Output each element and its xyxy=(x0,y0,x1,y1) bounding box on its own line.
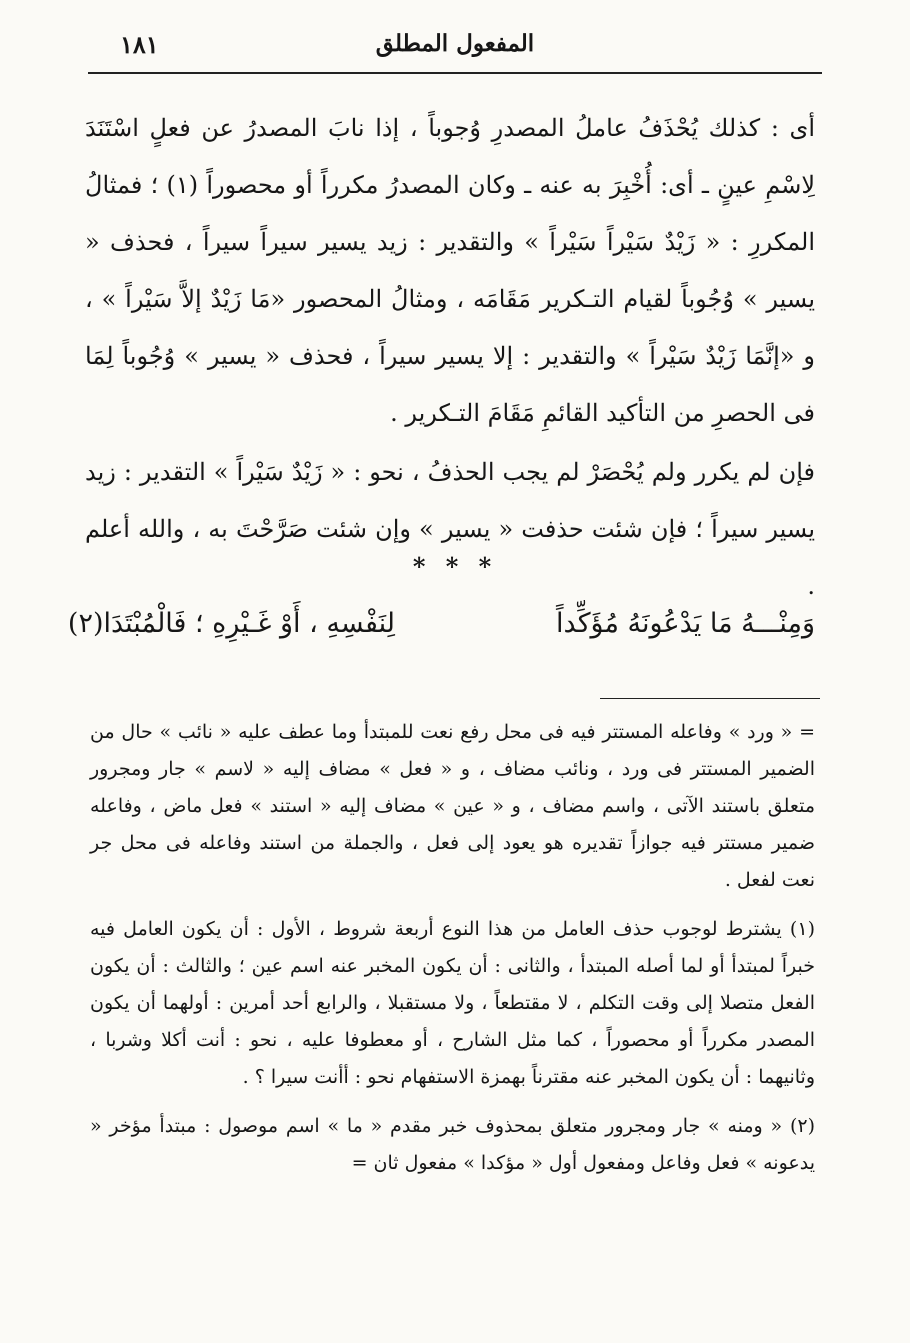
verse-hemistich-first: وَمِنْـــهُ مَا يَدْعُونَهُ مُؤَكِّداً xyxy=(556,608,815,639)
page-number: ١٨١ xyxy=(120,30,159,59)
verse-line xyxy=(67,600,815,660)
footnote-1: (١) يشترط لوجوب حذف العامل من هذا النوع أربعة شروط ، الأول : أن يكون العامل فيه خبراً لمبتدأ أو لما أصله المبتدأ ، والثانى : أن يكون المخبر عنه اسم عين ؛ والثالث : أن يكون الفعل متصلا إلى وقت التكلم ، لا مقتطعاً ، ولا مستقبلا ، والرابع أحد أمرين : أولهما أن يكون المصدر مكرراً أو محصوراً ، كما مثل الشارح ، أو معطوفا عليه ، نحو : أنت أكلا وشربا ، وثانيهما : أن يكون المخبر عنه مقترناً بهمزة الاستفهام نحو : أأنت سيرا ؟ . xyxy=(90,918,815,1088)
page-header xyxy=(90,30,820,70)
footnotes xyxy=(90,714,815,1182)
main-paragraph-1: أى : كذلك يُحْذَفُ عاملُ المصدرِ وُجوباً ، إذا نابَ المصدرُ عن فعلٍ اسْتَنَدَ لِاسْمِ عينٍ ـ أى: أُخْبِرَ به عنه ـ وكان المصدرُ مكرراً أو محصوراً (١) ؛ فمثالُ المكررِ : « زَيْدٌ سَيْراً سَيْراً » والتقدير : زيد يسير سيراً سيراً ، فحذف « يسير » وُجُوباً لقيام التـكرير مَقَامَه ، ومثالُ المحصور «مَا زَيْدٌ إلاَّ سَيْراً » ، و «إنَّمَا زَيْدٌ سَيْراً » والتقدير : إلا يسير سيراً ، فحذف « يسير » وُجُوباً لِمَا فى الحصرِ من التأكيد القائمِ مَقَامَ التـكرير . xyxy=(85,114,816,427)
main-paragraph-2: فإن لم يكرر ولم يُحْصَرْ لم يجب الحذفُ ، نحو : « زَيْدٌ سَيْراً » التقدير : زيد يسير سيراً ؛ فإن شئت حذفت « يسير » وإن شئت صَرَّحْتَ به ، والله أعلم . xyxy=(85,458,815,600)
footnote-rule xyxy=(600,698,820,699)
verse-hemistich-second: لِنَفْسِهِ ، أَوْ غَـيْرِهِ ؛ فَالْمُبْتَدَا(٢) xyxy=(67,608,395,639)
footnote-continued: = « ورد » وفاعله المستتر فيه فى محل رفع نعت للمبتدأ وما عطف عليه « نائب » حال من الضمير المستتر فى ورد ، ونائب مضاف ، و « فعل » مضاف إليه « لاسم » جار ومجرور متعلق باستند الآتى ، واسم مضاف ، و « عين » مضاف إليه « استند » فعل ماض ، وفاعله ضمير مستتر فيه جوازاً تقديره هو يعود إلى فعل ، والجملة من استند وفاعله فى محل جر نعت لفعل . xyxy=(90,721,815,891)
header-rule xyxy=(88,72,822,74)
section-separator: * * * xyxy=(412,552,498,581)
footnote-2: (٢) « ومنه » جار ومجرور متعلق بمحذوف خبر مقدم « ما » اسم موصول : مبتدأ مؤخر « يدعونه » فعل وفاعل ومفعول أول « مؤكدا » مفعول ثان = xyxy=(90,1115,815,1174)
main-text xyxy=(85,100,815,615)
chapter-title: المفعول المطلق xyxy=(375,30,535,57)
